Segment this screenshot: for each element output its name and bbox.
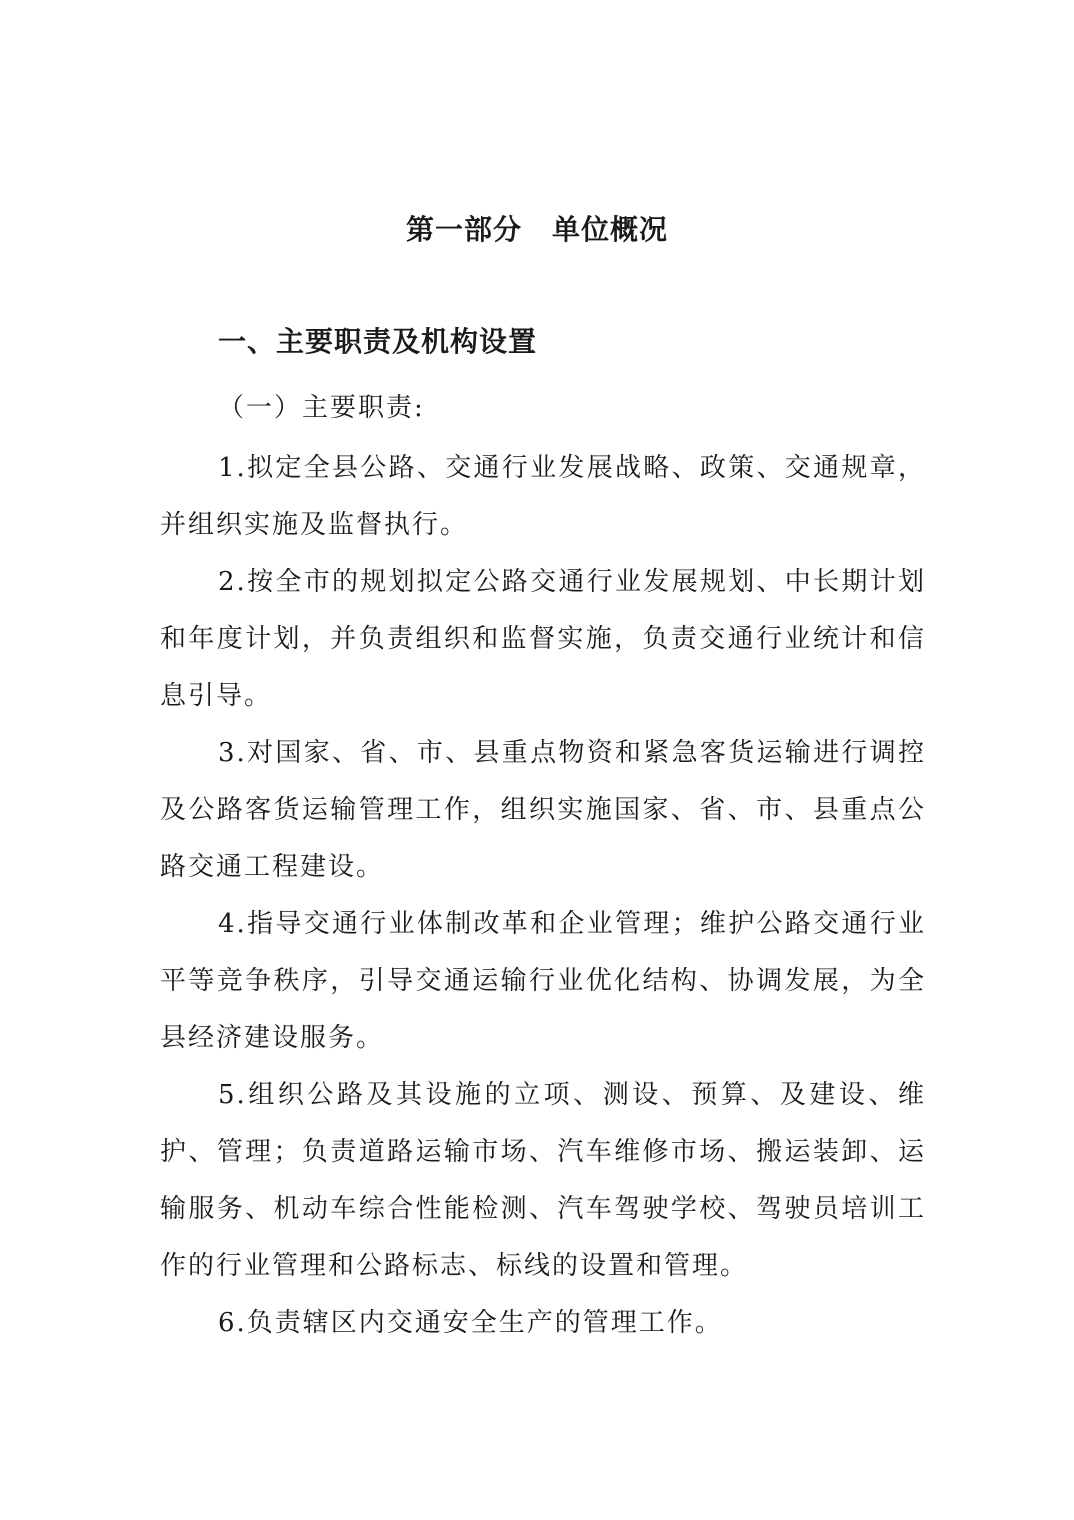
section-heading: 一、主要职责及机构设置: [218, 325, 538, 358]
subheading: （一）主要职责:: [218, 393, 425, 423]
paragraph-1: 1.拟定全县公路、交通行业发展战略、政策、交通规章，并组织实施及监督执行。: [160, 453, 926, 540]
body-text: [160, 440, 926, 1352]
paragraph-4: 4.指导交通行业体制改革和企业管理；维护公路交通行业平等竞争秩序，引导交通运输行业优化结构、协调发展，为全县经济建设服务。: [160, 909, 926, 1053]
part-title: [0, 208, 1074, 252]
paragraph-5: 5.组织公路及其设施的立项、测设、预算、及建设、维护、管理；负责道路运输市场、汽车维修市场、搬运装卸、运输服务、机动车综合性能检测、汽车驾驶学校、驾驶员培训工作的行业管理和公路标志、标线的设置和管理。: [160, 1080, 926, 1281]
paragraph-2: 2.按全市的规划拟定公路交通行业发展规划、中长期计划和年度计划，并负责组织和监督实施，负责交通行业统计和信息引导。: [160, 567, 926, 711]
paragraph-6: 6.负责辖区内交通安全生产的管理工作。: [218, 1308, 723, 1338]
paragraph-3: 3.对国家、省、市、县重点物资和紧急客货运输进行调控及公路客货运输管理工作，组织实施国家、省、市、县重点公路交通工程建设。: [160, 738, 926, 882]
part-title-name: 单位概况: [552, 213, 669, 246]
part-title-number: 第一部分: [405, 213, 522, 246]
